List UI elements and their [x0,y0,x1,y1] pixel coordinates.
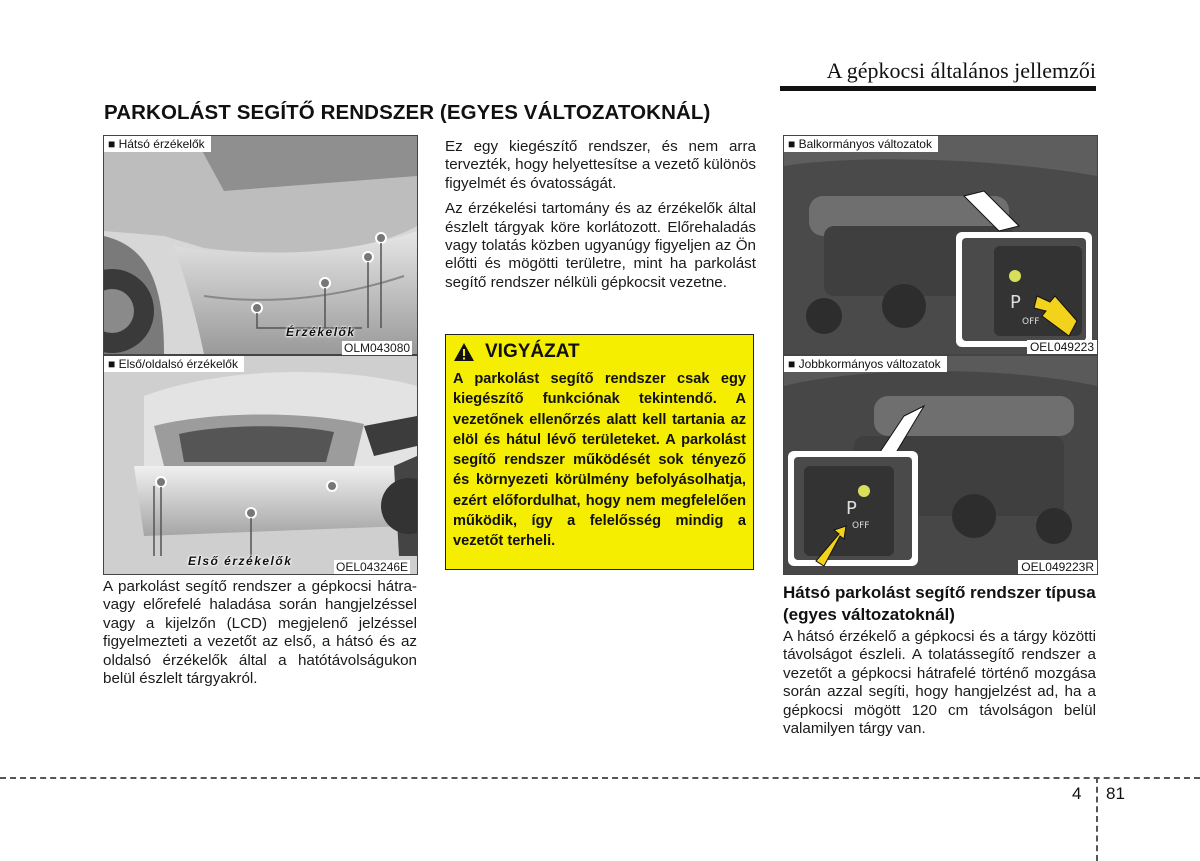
middle-paragraph-2: Az érzékelési tartomány és az érzékelők által észlelt tárgyak köre korlátozott. Előrehaladás vagy tolatás közben ugyanúgy figyeljen az Ön előtti és mögötti területre, mint ha parkolást segítő rendszer nélküli gépkocsit vezetne. [445,200,756,291]
right-subheading: Hátsó parkolást segítő rendszer típusa (egyes változatoknál) [783,583,1096,624]
page-number: 81 [1106,784,1125,803]
footer-dashed-rule [0,777,1200,779]
lhd-switch-figure [783,135,1098,355]
svg-text:P: P [1010,292,1021,313]
rhd-switch-figure [783,355,1098,575]
warning-text: A parkolást segítő rendszer csak egy kiegészítő funkciónak tekintendő. A vezetőnek ellenőrzés alatt kell tartania az elöl és hátul lévő területeket. A parkolást segítő rendszer működését sok tényező és környezeti körülmény befolyásolhatja, ezért előfordulhat, hogy nem megfelelően működik, így a felelősség mindig a vezetőt terheli. [453,371,746,550]
rhd-console-illustration [784,356,1097,574]
svg-text:P: P [846,498,857,519]
running-header: A gépkocsi általános jellemzői [826,58,1096,83]
lhd-console-illustration [784,136,1097,354]
right-paragraph: A hátsó érzékelő a gépkocsi és a tárgy közötti távolságot észleli. A tolatássegítő rendszer a vezetőt a gépkocsi hátrafelé történő mozgása során azzal segíti, hogy hangjelzést ad, ha a gépkocsi mögött 120 cm távolságon belül valamilyen tárgy van. [783,628,1096,738]
left-paragraph: A parkolást segítő rendszer a gépkocsi hátra- vagy előrefelé haladása során hangjelzéssel vagy a kijelzőn (LCD) megjelenő jelzéssel figyelmezteti a vezetőt az első, a hátsó és az oldalsó érzékelők által a hatótávolságukon belül észlelt tárgyakról. [103,578,417,688]
lhd-label: ■ Balkormányos változatok [784,136,938,152]
rear-bumper-illustration [104,136,417,354]
middle-column-text [445,138,756,299]
front-bumper-illustration [104,356,417,574]
header-rule [780,86,1096,91]
front-sensors-label: ■ Első/oldalsó érzékelők [104,356,244,372]
footer-vertical-rule [1096,777,1098,861]
lhd-figure-code: OEL049223 [1027,340,1097,354]
rhd-figure-code: OEL049223R [1018,560,1097,574]
rear-figure-code: OLM043080 [344,341,411,355]
warning-triangle-icon [453,342,475,362]
warning-header [453,341,746,363]
left-column-text [103,578,417,695]
warning-box [445,334,754,570]
rear-sensors-label: ■ Hátsó érzékelők [104,136,211,152]
warning-title: VIGYÁZAT [485,341,580,362]
section-title: PARKOLÁST SEGÍTŐ RENDSZER (EGYES VÁLTOZATOKNÁL) [104,101,711,124]
front-figure-code: OEL043246E [336,560,409,574]
right-column-text [783,628,1096,745]
svg-text:OFF: OFF [1022,317,1040,327]
svg-text:OFF: OFF [852,521,870,531]
middle-paragraph-1: Ez egy kiegészítő rendszer, és nem arra tervezték, hogy helyettesítse a vezető különös figyelmét és óvatosságát. [445,138,756,192]
rear-sensors-figure [103,135,418,355]
front-sensors-figure [103,355,418,575]
chapter-number: 4 [1072,784,1082,803]
front-sensors-caption: Első érzékelők [188,554,293,568]
rhd-label: ■ Jobbkormányos változatok [784,356,947,372]
rear-sensors-caption: Érzékelők [286,325,356,339]
